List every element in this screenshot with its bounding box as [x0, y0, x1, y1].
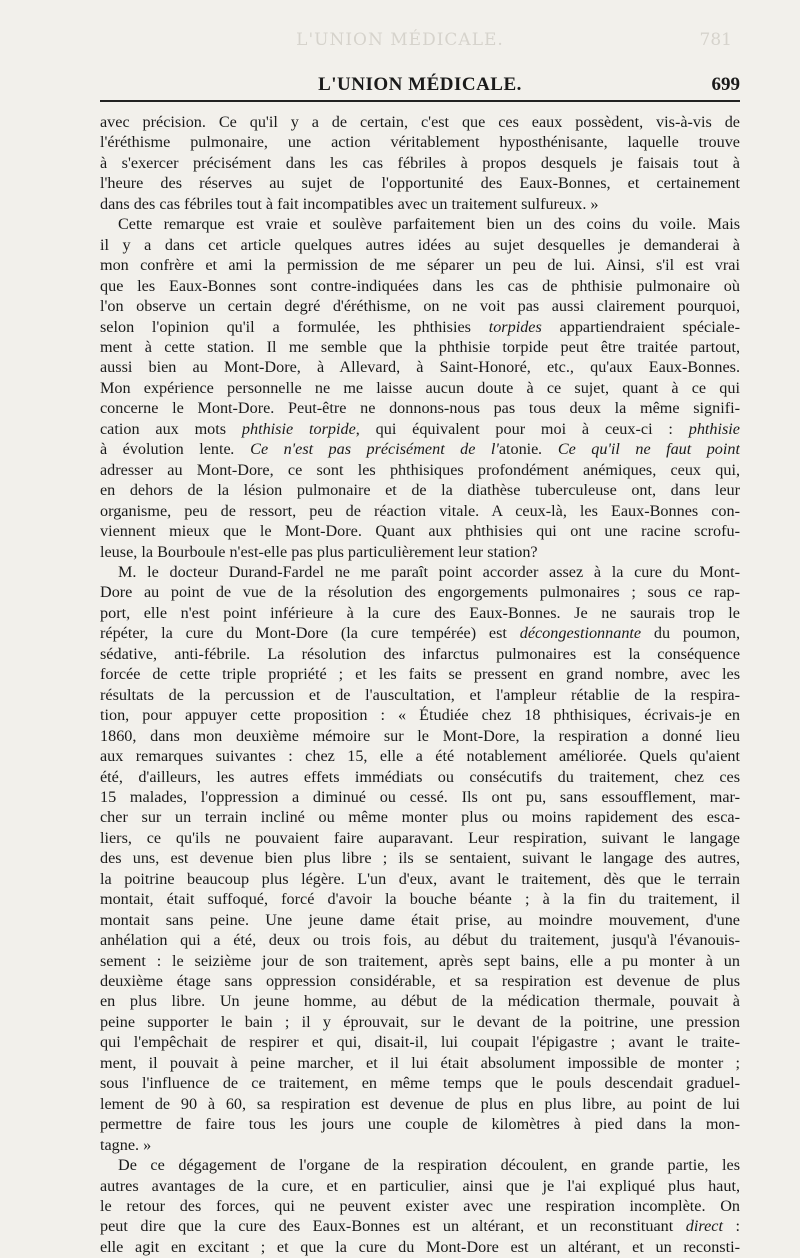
- text-line: tagne. »: [100, 1135, 152, 1154]
- text-line: sous l'influence de ce traitement, en même temps que le pouls descendait graduel-: [100, 1074, 740, 1093]
- text-line: montait, était suffoqué, forcé d'avoir la bouche béante ; à la fin du traitement, il: [100, 890, 740, 909]
- text-line: 15 malades, l'oppression a diminué ou cessé. Ils ont pu, sans essoufflement, mar-: [100, 787, 740, 806]
- bleed-through-header: L'UNION MÉDICALE.: [296, 30, 504, 50]
- text-line: cher sur un terrain incliné ou même monter plus ou moins rapidement des esca-: [100, 808, 740, 827]
- text-line: 1860, dans mon deuxième mémoire sur le Mont-Dore, la respiration a donné lieu: [100, 726, 740, 745]
- text-line: l'on observe un certain degré d'éréthisme, on ne voit pas aussi clairement pourquoi,: [100, 297, 740, 316]
- text-line: deuxième étage sans oppression considérable, et sa respiration est devenue de plus: [100, 972, 740, 991]
- text-line: liers, ce qu'ils ne pouvaient faire auparavant. Leur respiration, suivant le langage: [100, 828, 740, 847]
- journal-title: L'UNION MÉDICALE.: [318, 74, 522, 95]
- text-line: aux remarques suivantes : chez 15, elle a été notablement améliorée. Quels qu'aient: [100, 747, 740, 766]
- text-line: mon confrère et ami la permission de me séparer un peu de lui. Ainsi, s'il est vrai: [100, 256, 740, 275]
- text-line: en plus libre. Un jeune homme, au début de la médication thermale, pouvait à: [100, 992, 740, 1011]
- text-line: à s'exercer précisément dans les cas fébriles à propos desquels je faisais tout à: [100, 153, 740, 172]
- text-line: il y a dans cet article quelques autres idées au sujet desquelles je demanderai à: [100, 235, 740, 254]
- text-line: dans des cas fébriles tout à fait incompatibles avec un traitement sulfureux. »: [100, 194, 599, 213]
- bleed-through-page-number: 781: [699, 30, 732, 50]
- text-line: anhélation qui a été, deux ou trois fois, au début du traitement, jusqu'à l'évanouis-: [100, 931, 740, 950]
- text-line: la poitrine beaucoup plus légère. L'un d'eux, avant le traitement, dès que le terrain: [100, 869, 740, 888]
- running-header: [100, 74, 740, 102]
- text-line: concerne le Mont-Dore. Peut-être ne donnons-nous pas tous deux la même signifi-: [100, 399, 740, 418]
- text-line: Mon expérience personnelle ne me laisse aucun doute à ce sujet, quant à ce qui: [100, 378, 740, 397]
- text-line: viennent mieux que le Mont-Dore. Quant aux phthisies qui ont une racine scrofu-: [100, 522, 740, 541]
- text-line: permettre de faire tous les jours une couple de kilomètres à pied dans la mon-: [100, 1115, 740, 1134]
- text-line: qui l'empêchait de respirer et qui, disait-il, lui coupait l'épigastre ; avant le traite-: [100, 1033, 740, 1052]
- text-line: ment, il pouvait à peine marcher, et il lui était absolument impossible de monter ;: [100, 1053, 740, 1072]
- text-line: M. le docteur Durand-Fardel ne me paraît point accorder assez à la cure du Mont-: [118, 562, 740, 581]
- text-line: peut dire que la cure des Eaux-Bonnes est un altérant, et un reconstituant direct :: [100, 1217, 740, 1236]
- text-line: elle agit en excitant ; et que la cure du Mont-Dore est un altérant, et un reconsti-: [100, 1237, 740, 1256]
- text-line: selon l'opinion qu'il a formulée, les phthisies torpides appartiendraient spéciale-: [100, 317, 740, 336]
- text-line: aussi bien au Mont-Dore, à Allevard, à Saint-Honoré, etc., qu'aux Eaux-Bonnes.: [100, 358, 740, 377]
- text-line: sédative, anti-fébrile. La résolution des infarctus pulmonaires est la conséquence: [100, 644, 740, 663]
- text-line: l'heure des réserves au sujet de l'opportunité des Eaux-Bonnes, et certainement: [100, 174, 740, 193]
- text-line: autres avantages de la cure, et en particulier, ainsi que je l'ai expliqué plus haut,: [100, 1176, 740, 1195]
- text-line: port, elle n'est point inférieure à la cure des Eaux-Bonnes. Je ne saurais trop le: [100, 603, 740, 622]
- text-line: ment à cette station. Il me semble que la phthisie torpide peut être traitée partout,: [100, 337, 740, 356]
- text-line: répéter, la cure du Mont-Dore (la cure tempérée) est décongestionnante du poumon,: [100, 624, 740, 643]
- text-line: organisme, peu de ressort, peu de réaction vitale. A ceux-là, les Eaux-Bonnes con-: [100, 501, 740, 520]
- text-line: l'éréthisme pulmonaire, une action véritablement hyposthénisante, laquelle trouve: [100, 133, 740, 152]
- text-line: que les Eaux-Bonnes sont contre-indiquées dans les cas de phthisie pulmonaire où: [100, 276, 740, 295]
- text-line: leuse, la Bourboule n'est-elle pas plus particulièrement leur station?: [100, 542, 538, 561]
- text-line: à évolution lente. Ce n'est pas précisément de l'atonie. Ce qu'il ne faut point: [100, 440, 740, 459]
- text-line: Cette remarque est vraie et soulève parfaitement bien un des coins du voile. Mais: [118, 215, 740, 234]
- text-line: des uns, est devenue bien plus libre ; ils se sentaient, suivant le langage des autres,: [100, 849, 740, 868]
- text-line: montait sans peine. Une jeune dame était prise, au moindre mouvement, d'une: [100, 910, 740, 929]
- text-line: De ce dégagement de l'organe de la respiration découlent, en grande partie, les: [118, 1156, 740, 1175]
- text-line: avec précision. Ce qu'il y a de certain, c'est que ces eaux possèdent, vis-à-vis de: [100, 113, 740, 131]
- text-line: peine supporter le bain ; il y éprouvait, sur le devant de la poitrine, une pression: [100, 1012, 740, 1031]
- text-line: été, d'ailleurs, les autres effets immédiats ou consécutifs du traitement, chez ces: [100, 767, 740, 786]
- text-line: lement de 90 à 60, sa respiration est devenue de plus en plus libre, au point de lui: [100, 1094, 740, 1113]
- article-body: [100, 112, 740, 1257]
- text-line: cation aux mots phthisie torpide, qui équivalent pour moi à ceux-ci : phthisie: [100, 419, 740, 438]
- text-line: le retour des forces, qui ne peuvent exister avec une respiration incomplète. On: [100, 1197, 740, 1216]
- text-line: en dehors de la lésion pulmonaire et de la diathèse tuberculeuse ont, dans leur: [100, 481, 740, 500]
- text-line: sement : le seizième jour de son traitement, après sept bains, elle a pu monter à un: [100, 951, 740, 970]
- page-number: 699: [711, 74, 740, 95]
- text-line: tion, pour appuyer cette proposition : « Étudiée chez 18 phthisiques, écrivais-je en: [100, 706, 740, 725]
- text-line: Dore au point de vue de la résolution des engorgements pulmonaires ; sous ce rap-: [100, 583, 740, 602]
- text-line: résultats de la percussion et de l'auscultation, et l'ampleur rétablie de la respira-: [100, 685, 740, 704]
- text-line: forcée de cette triple propriété ; et les faits se pressent en grand nombre, avec les: [100, 665, 740, 684]
- text-line: adresser au Mont-Dore, ce sont les phthisiques profondément anémiques, ceux qui,: [100, 460, 740, 479]
